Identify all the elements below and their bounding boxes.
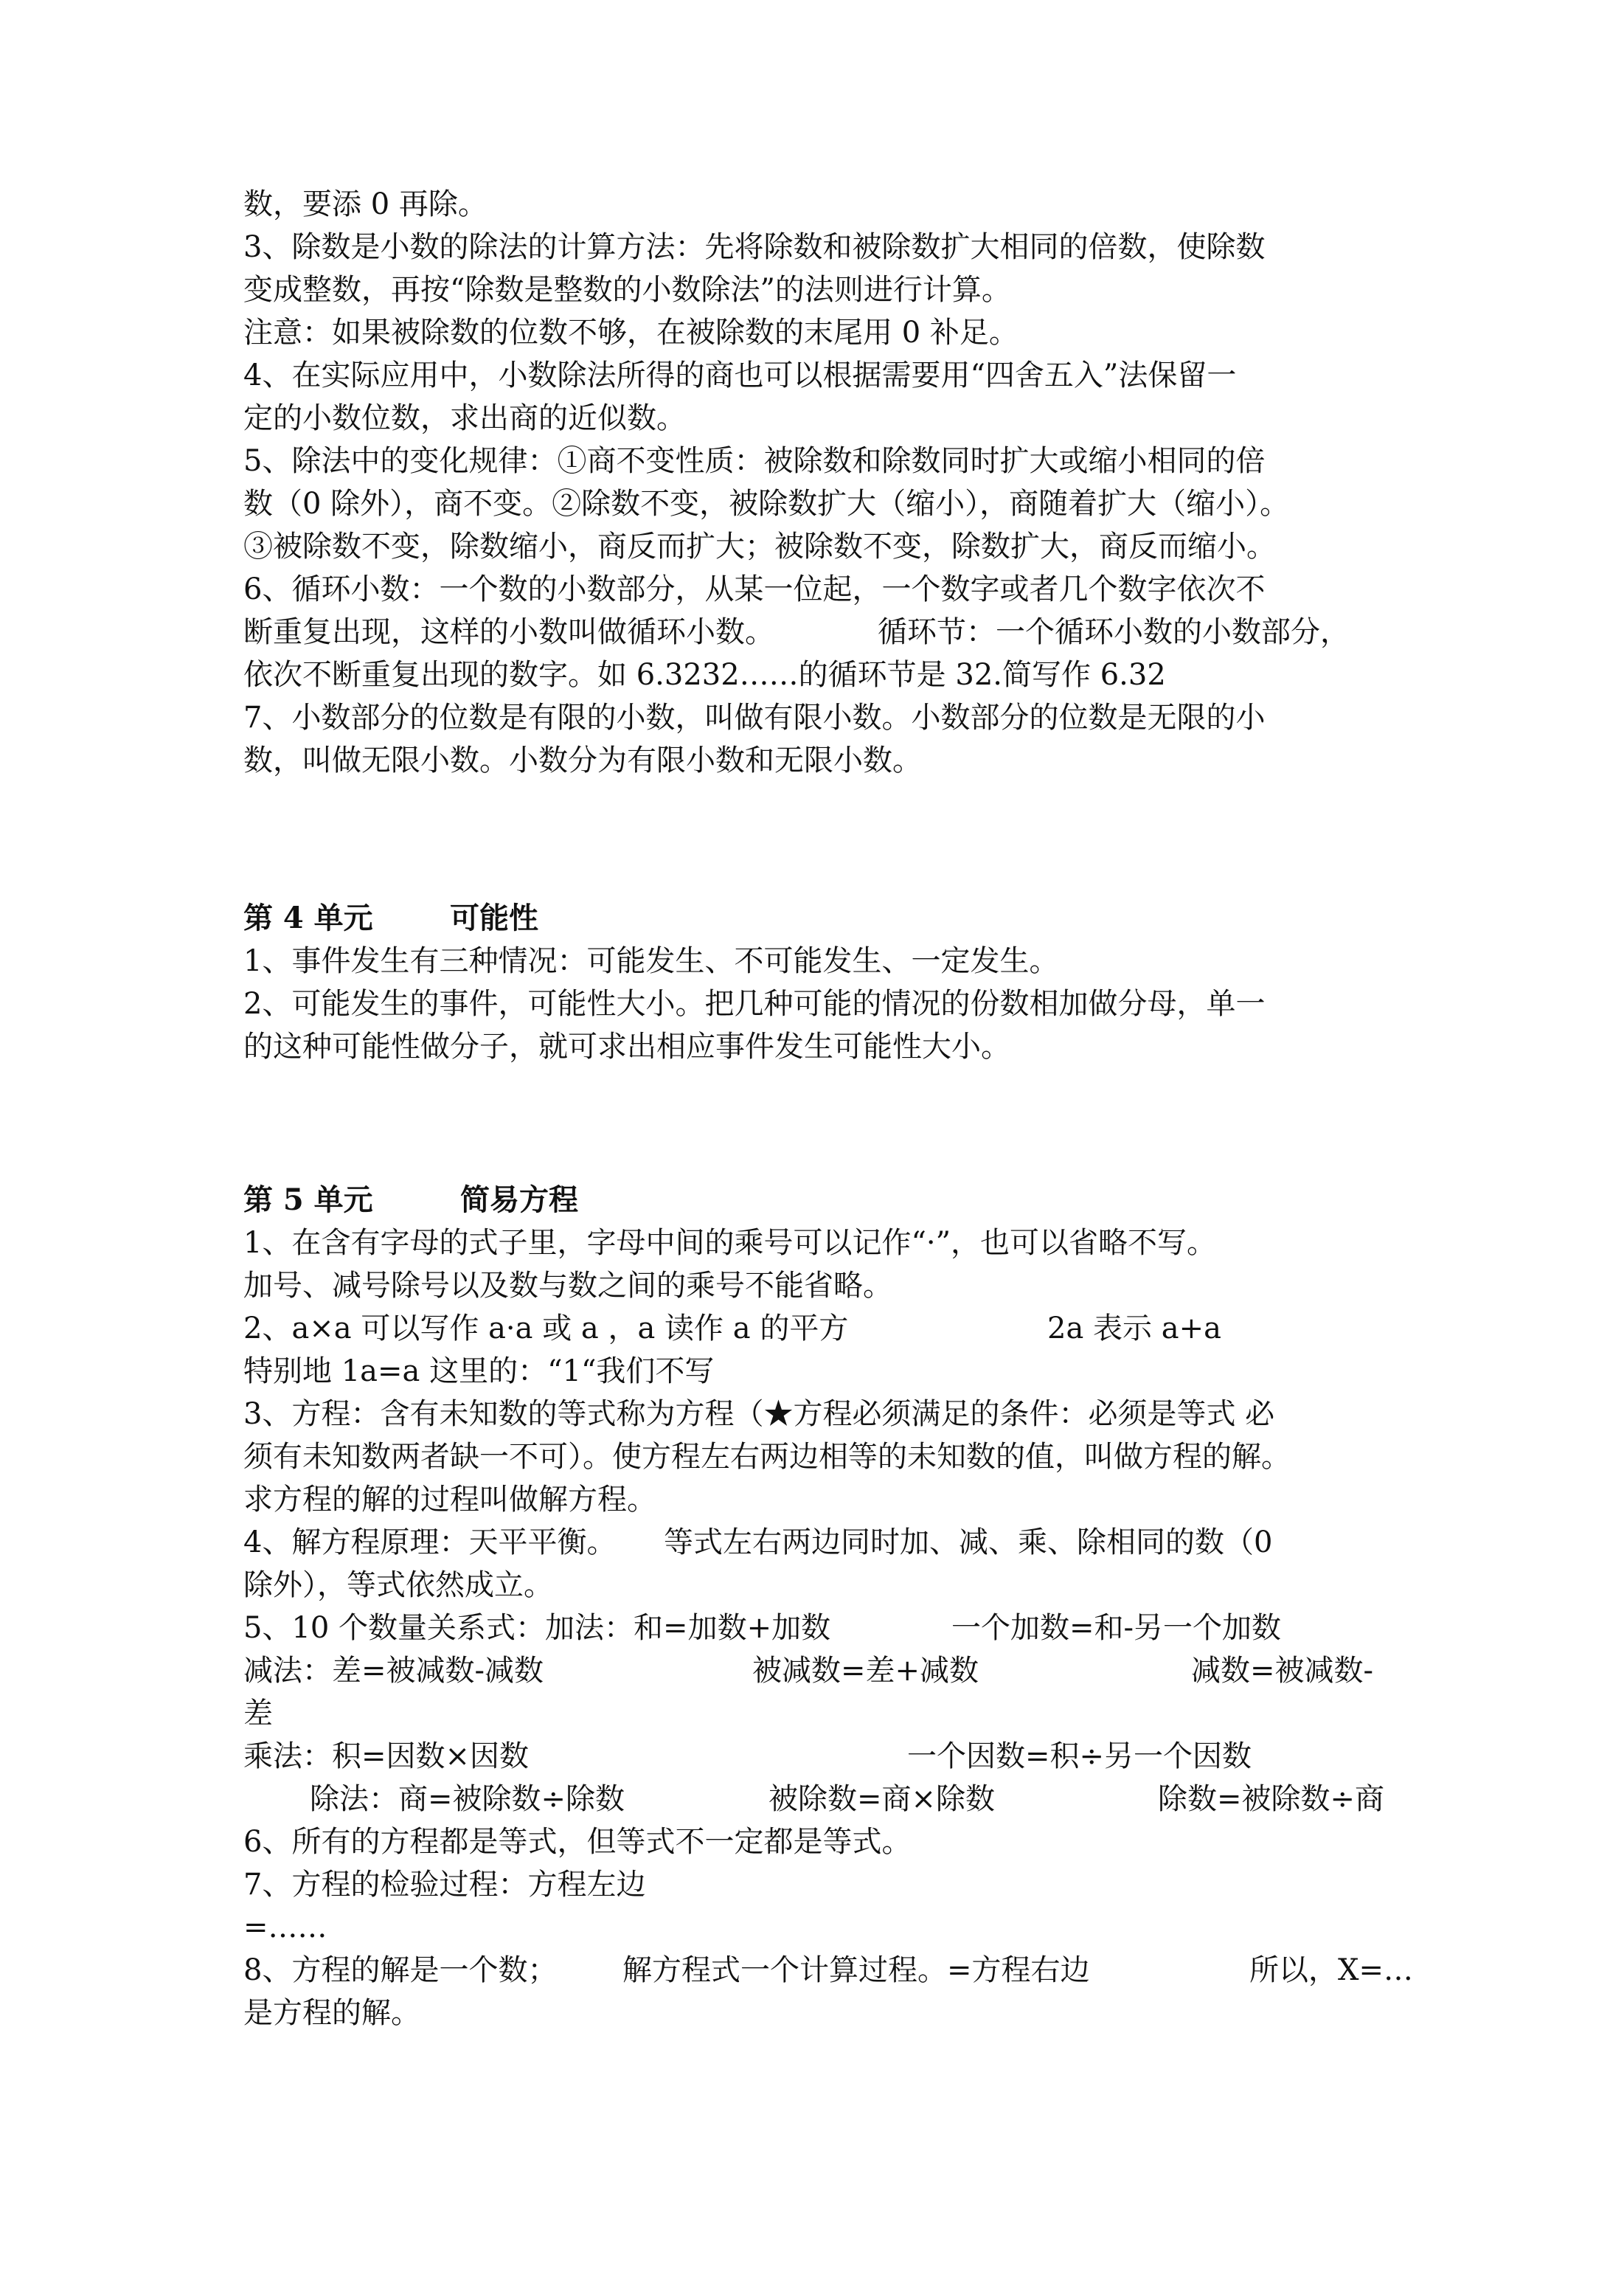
text-segment: 差 bbox=[243, 1697, 273, 1731]
text-line bbox=[243, 269, 1423, 311]
text-line bbox=[243, 1607, 1423, 1649]
unit4-section bbox=[243, 897, 1423, 1068]
text-line bbox=[243, 1222, 1423, 1264]
text-segment: 乘法：积=因数×因数 bbox=[243, 1739, 530, 1773]
text-segment: 6、循环小数：一个数的小数部分，从某一位起，一个数字或者几个数字依次不 bbox=[243, 572, 1266, 606]
unit-title: 简易方程 bbox=[460, 1182, 578, 1217]
text-segment: 1、在含有字母的式子里，字母中间的乘号可以记作“·”，也可以省略不写。 bbox=[243, 1226, 1217, 1260]
text-line bbox=[243, 1735, 1423, 1778]
text-line bbox=[243, 1564, 1423, 1607]
text-segment: 3、除数是小数的除法的计算方法：先将除数和被除数扩大相同的倍数，使除数 bbox=[243, 230, 1266, 264]
text-line bbox=[243, 1863, 1423, 1906]
text-segment: 2、可能发生的事件，可能性大小。把几种可能的情况的份数相加做分母，单一 bbox=[243, 987, 1266, 1021]
text-segment: 等式左右两边同时加、减、乘、除相同的数（0 bbox=[664, 1525, 1273, 1559]
text-segment: 7、方程的检验过程：方程左边 bbox=[243, 1868, 646, 1902]
text-line bbox=[243, 739, 1423, 782]
text-line bbox=[243, 1307, 1423, 1350]
text-segment: 3、方程：含有未知数的等式称为方程（★方程必须满足的条件：必须是等式 必 bbox=[243, 1397, 1275, 1431]
text-line bbox=[243, 1478, 1423, 1521]
text-segment: 除外），等式依然成立。 bbox=[243, 1568, 553, 1602]
text-line bbox=[243, 1393, 1423, 1435]
text-line bbox=[243, 311, 1423, 354]
text-line bbox=[243, 568, 1423, 611]
text-segment: 1、事件发生有三种情况：可能发生、不可能发生、一定发生。 bbox=[243, 944, 1059, 978]
text-line bbox=[243, 1778, 1423, 1820]
text-line bbox=[243, 1992, 1423, 2034]
text-segment: 数，要添 0 再除。 bbox=[243, 187, 487, 221]
text-line bbox=[243, 1649, 1423, 1692]
unit5-section bbox=[243, 1179, 1423, 2034]
text-segment: 2a 表示 a+a bbox=[1047, 1312, 1221, 1345]
section-spacer bbox=[243, 1068, 1423, 1179]
text-line bbox=[243, 611, 1423, 654]
text-segment: 的这种可能性做分子，就可求出相应事件发生可能性大小。 bbox=[243, 1030, 1010, 1064]
text-line bbox=[243, 482, 1423, 525]
text-segment: 8、方程的解是一个数； bbox=[243, 1953, 558, 1987]
text-segment: 一个因数=积÷另一个因数 bbox=[907, 1739, 1252, 1773]
text-segment: ③被除数不变，除数缩小，商反而扩大；被除数不变，除数扩大，商反而缩小。 bbox=[243, 530, 1276, 564]
text-segment: 依次不断重复出现的数字。如 6.3232……的循环节是 32.简写作 6.32 bbox=[243, 658, 1166, 692]
text-line bbox=[243, 1692, 1423, 1735]
text-segment: =…… bbox=[243, 1910, 327, 1944]
text-segment: 除法：商=被除数÷除数 bbox=[310, 1782, 625, 1816]
unit5-heading bbox=[243, 1179, 1423, 1222]
text-segment: 2、a×a 可以写作 a·a 或 a ，a 读作 a 的平方 bbox=[243, 1312, 849, 1345]
text-segment: 7、小数部分的位数是有限的小数，叫做有限小数。小数部分的位数是无限的小 bbox=[243, 701, 1266, 735]
text-line bbox=[243, 1949, 1423, 1992]
text-segment: 注意：如果被除数的位数不够，在被除数的末尾用 0 补足。 bbox=[243, 316, 1019, 350]
text-segment: 被减数=差+减数 bbox=[752, 1654, 979, 1688]
text-line bbox=[243, 440, 1423, 482]
text-line bbox=[243, 525, 1423, 568]
unit-number: 第 5 单元 bbox=[243, 1182, 373, 1217]
text-segment: 所以，X=… bbox=[1249, 1953, 1413, 1987]
text-line bbox=[243, 1435, 1423, 1478]
text-segment: 加号、减号除号以及数与数之间的乘号不能省略。 bbox=[243, 1269, 892, 1303]
text-line bbox=[243, 183, 1423, 226]
text-line bbox=[243, 1906, 1423, 1949]
text-segment: 减数=被减数- bbox=[1191, 1654, 1374, 1688]
text-segment: 一个加数=和-另一个加数 bbox=[951, 1611, 1282, 1645]
text-segment: 减法：差=被减数-减数 bbox=[243, 1654, 544, 1688]
text-line bbox=[243, 1264, 1423, 1307]
text-line bbox=[243, 940, 1423, 983]
text-line bbox=[243, 354, 1423, 397]
text-segment: 定的小数位数，求出商的近似数。 bbox=[243, 401, 686, 435]
text-segment: 数（0 除外），商不变。②除数不变，被除数扩大（缩小），商随着扩大（缩小）。 bbox=[243, 487, 1290, 521]
text-line bbox=[243, 226, 1423, 269]
text-segment: 除数=被除数÷商 bbox=[1158, 1782, 1385, 1816]
text-segment: 4、在实际应用中，小数除法所得的商也可以根据需要用“四舍五入”法保留一 bbox=[243, 358, 1237, 392]
text-segment: 变成整数，再按“除数是整数的小数除法”的法则进行计算。 bbox=[243, 273, 1011, 307]
text-line bbox=[243, 654, 1423, 696]
text-line bbox=[243, 696, 1423, 739]
text-segment: 5、除法中的变化规律：①商不变性质：被除数和除数同时扩大或缩小相同的倍 bbox=[243, 444, 1266, 478]
unit4-heading bbox=[243, 897, 1423, 940]
text-line bbox=[243, 983, 1423, 1025]
text-line bbox=[243, 1820, 1423, 1863]
text-segment: 是方程的解。 bbox=[243, 1996, 420, 2030]
text-line bbox=[243, 1025, 1423, 1068]
text-segment: 特别地 1a=a 这里的：“1“我们不写 bbox=[243, 1354, 715, 1388]
text-line bbox=[243, 1350, 1423, 1393]
text-segment: 解方程式一个计算过程。=方程右边 bbox=[622, 1953, 1090, 1987]
unit-number: 第 4 单元 bbox=[243, 901, 373, 935]
unit3-tail-section bbox=[243, 183, 1423, 782]
unit-title: 可能性 bbox=[450, 901, 538, 935]
text-segment: 须有未知数两者缺一不可）。使方程左右两边相等的未知数的值，叫做方程的解。 bbox=[243, 1440, 1291, 1474]
text-segment: 5、10 个数量关系式：加法：和=加数+加数 bbox=[243, 1611, 831, 1645]
text-segment: 4、解方程原理：天平平衡。 bbox=[243, 1525, 617, 1559]
section-spacer bbox=[243, 782, 1423, 897]
text-segment: 6、所有的方程都是等式，但等式不一定都是等式。 bbox=[243, 1825, 912, 1859]
text-line bbox=[243, 1521, 1423, 1564]
text-segment: 被除数=商×除数 bbox=[768, 1782, 996, 1816]
text-line bbox=[243, 397, 1423, 440]
text-segment: 断重复出现，这样的小数叫做循环小数。 bbox=[243, 615, 774, 649]
text-segment: 求方程的解的过程叫做解方程。 bbox=[243, 1483, 656, 1517]
text-segment: 数，叫做无限小数。小数分为有限小数和无限小数。 bbox=[243, 744, 922, 777]
text-segment: 循环节：一个循环小数的小数部分， bbox=[878, 615, 1350, 649]
document-page bbox=[243, 183, 1423, 2034]
